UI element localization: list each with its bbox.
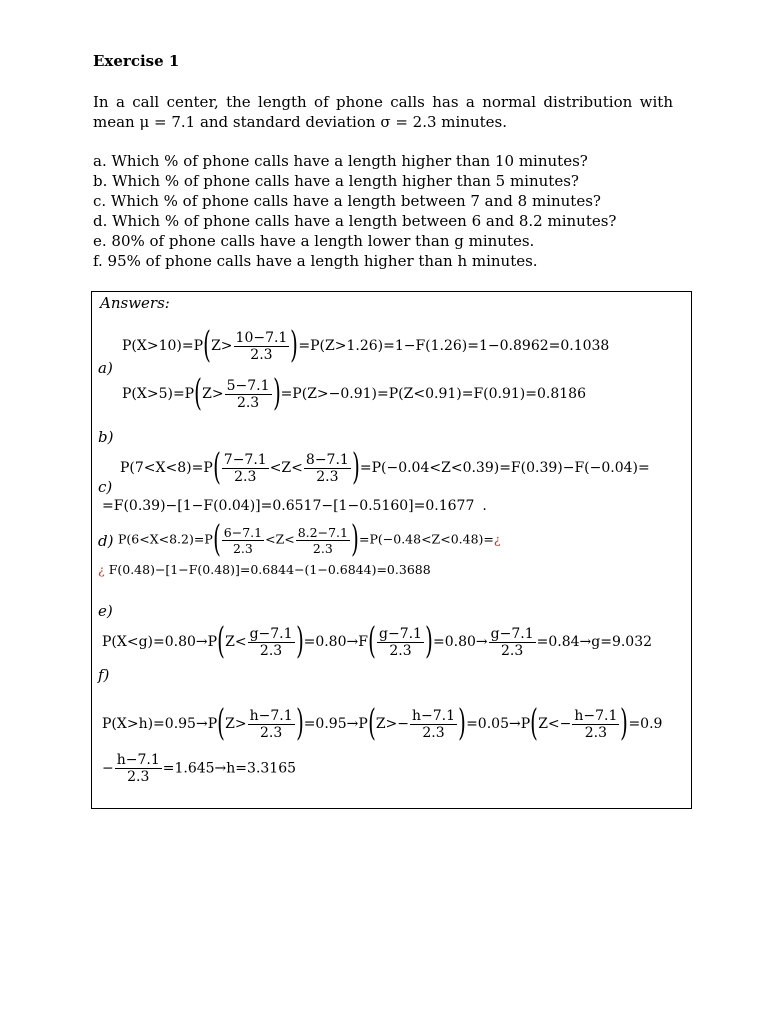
answer-d-rhs: =P(−0.48<Z<0.48)= <box>359 531 494 547</box>
question-f: f. 95% of phone calls have a length higher than h minutes. <box>93 252 538 270</box>
answer-d-den1: 2.3 <box>222 540 264 556</box>
answers-box <box>91 291 692 809</box>
answer-f-num2: h−7.1 <box>412 707 456 724</box>
answer-b-z: Z> <box>202 386 224 402</box>
answer-f-line2-den: 2.3 <box>115 768 162 785</box>
answer-f-z2: Z>− <box>375 716 410 732</box>
exercise-title: Exercise 1 <box>93 52 180 70</box>
answer-d-num2: 8.2−7.1 <box>297 524 348 540</box>
answer-b-equation: P(X>5)=P(Z> $\frac{5-7.1}{2.3}$ )=P(Z>−0.91)=P(Z<0.91)=F(0.91)=0.8186 <box>122 373 586 414</box>
answer-e-p3: =0.80→ <box>433 634 488 650</box>
answer-b-lhs: P(X>5)=P <box>122 386 195 402</box>
answer-a-equation: P(X>10)=P(Z> $\frac{10-7.1}{2.3}$ )=P(Z>1.26)=1−F(1.26)=1−0.8962=0.1038 <box>122 325 610 366</box>
answer-f-line2-pre: − <box>102 760 114 777</box>
question-c: c. Which % of phone calls have a length between 7 and 8 minutes? <box>93 192 601 210</box>
answer-f-num3: h−7.1 <box>574 707 618 724</box>
answer-c-label: c) <box>98 478 113 496</box>
answer-e-den1: 2.3 <box>248 642 295 659</box>
question-e: e. 80% of phone calls have a length lower than g minutes. <box>93 232 535 250</box>
answer-f-p3: =0.05→P <box>466 716 531 732</box>
answer-d-lhs: P(6<X<8.2)=P <box>118 531 213 547</box>
answer-e-den3: 2.3 <box>489 642 536 659</box>
answer-c-num1: 7−7.1 <box>223 451 267 468</box>
question-d: d. Which % of phone calls have a length between 6 and 8.2 minutes? <box>93 212 617 230</box>
answer-f-p1: P(X>h)=0.95→P <box>102 716 218 732</box>
answer-e-p4: =0.84→g=9.032 <box>536 634 653 650</box>
answer-d-line2-inv: ¿ <box>98 562 105 577</box>
answer-f-z1: Z> <box>225 716 247 732</box>
answer-e-equation: P(X<g)=0.80→P(Z< $\frac{g-7.1}{2.3}$ )=0.80→F( $\frac{g-7.1}{2.3}$ )=0.80→ $\frac{g-7.1}{2.3}$ =0.84→g=9.032 <box>102 621 653 662</box>
answer-d-num1: 6−7.1 <box>223 524 263 540</box>
answer-e-p1: P(X<g)=0.80→P <box>102 634 218 650</box>
answer-c-mid: <Z< <box>269 460 303 476</box>
answer-f-den3: 2.3 <box>572 724 619 741</box>
answer-f-equation: P(X>h)=0.95→P(Z> $\frac{h-7.1}{2.3}$ )=0.95→P(Z>− $\frac{h-7.1}{2.3}$ )=0.05→P(Z<− $\frac{h-7.1}{2.3}$ )=0.9 <box>102 703 663 744</box>
answer-f-line2 <box>102 752 296 785</box>
answer-f-line2-num: h−7.1 <box>116 752 160 768</box>
question-a: a. Which % of phone calls have a length higher than 10 minutes? <box>93 152 588 170</box>
answer-f-den2: 2.3 <box>410 724 457 741</box>
answer-d-line2-text: F(0.48)−[1−F(0.48)]=0.6844−(1−0.6844)=0.3688 <box>108 562 431 577</box>
answer-c-den1: 2.3 <box>222 468 269 485</box>
answer-a-z: Z> <box>211 338 233 354</box>
answer-f-p4: =0.9 <box>628 716 663 732</box>
answer-f-num1: h−7.1 <box>249 707 293 724</box>
answer-f-label: f) <box>98 666 110 684</box>
exercise-intro: In a call center, the length of phone calls has a normal distribution with mean μ = 7.1 and standard deviation σ = 2.3 minutes. <box>93 93 673 131</box>
answer-d-equation: P(6<X<8.2)=P( $\frac{6-7.1}{2.3}$ <Z< $\frac{8.2-7.1}{2.3}$ )=P(−0.48<Z<0.48)=¿ <box>118 519 501 560</box>
answer-b-rhs: =P(Z>−0.91)=P(Z<0.91)=F(0.91)=0.8186 <box>280 386 586 402</box>
answer-f-p2: =0.95→P <box>303 716 368 732</box>
question-b: b. Which % of phone calls have a length higher than 5 minutes? <box>93 172 579 190</box>
answer-d-den2: 2.3 <box>296 540 350 556</box>
answer-e-label: e) <box>98 602 113 620</box>
answer-d-inv: ¿ <box>493 531 501 547</box>
answer-e-num2: g−7.1 <box>379 625 422 642</box>
answer-b-label: b) <box>98 428 114 446</box>
answer-a-rhs: =P(Z>1.26)=1−F(1.26)=1−0.8962=0.1038 <box>298 338 610 354</box>
answer-a-den: 2.3 <box>234 346 290 363</box>
answer-e-num1: g−7.1 <box>249 625 293 642</box>
answer-c-den2: 2.3 <box>304 468 351 485</box>
answer-d-mid: <Z< <box>265 531 295 547</box>
answers-heading: Answers: <box>100 294 170 312</box>
answer-e-den2: 2.3 <box>377 642 424 659</box>
answer-a-lhs: P(X>10)=P <box>122 338 204 354</box>
answer-c-num2: 8−7.1 <box>305 451 349 468</box>
answer-f-den1: 2.3 <box>248 724 295 741</box>
answer-c-dot: . <box>482 498 487 514</box>
answer-c-line2 <box>102 498 487 514</box>
answer-b-den: 2.3 <box>225 394 272 411</box>
answer-f-z3: Z<− <box>538 716 572 732</box>
answer-e-p2: =0.80→F <box>303 634 368 650</box>
answer-c-line2-text: =F(0.39)−[1−F(0.04)]=0.6517−[1−0.5160]=0.1677 <box>102 498 475 514</box>
answer-b-num: 5−7.1 <box>226 377 270 394</box>
answer-d-line2 <box>98 562 431 577</box>
answer-c-equation: P(7<X<8)=P( $\frac{7-7.1}{2.3}$ <Z< $\frac{8-7.1}{2.3}$ )=P(−0.04<Z<0.39)=F(0.39)−F(−0.04)= <box>120 447 650 488</box>
answer-d-label: d) <box>98 532 114 550</box>
answer-e-z1: Z< <box>225 634 247 650</box>
answer-a-label: a) <box>98 359 113 377</box>
answer-c-rhs: =P(−0.04<Z<0.39)=F(0.39)−F(−0.04)= <box>359 460 650 476</box>
answer-f-line2-rhs: =1.645→h=3.3165 <box>162 760 297 777</box>
answer-e-num3: g−7.1 <box>490 625 534 642</box>
answer-c-lhs: P(7<X<8)=P <box>120 460 213 476</box>
answer-a-num: 10−7.1 <box>235 329 288 346</box>
